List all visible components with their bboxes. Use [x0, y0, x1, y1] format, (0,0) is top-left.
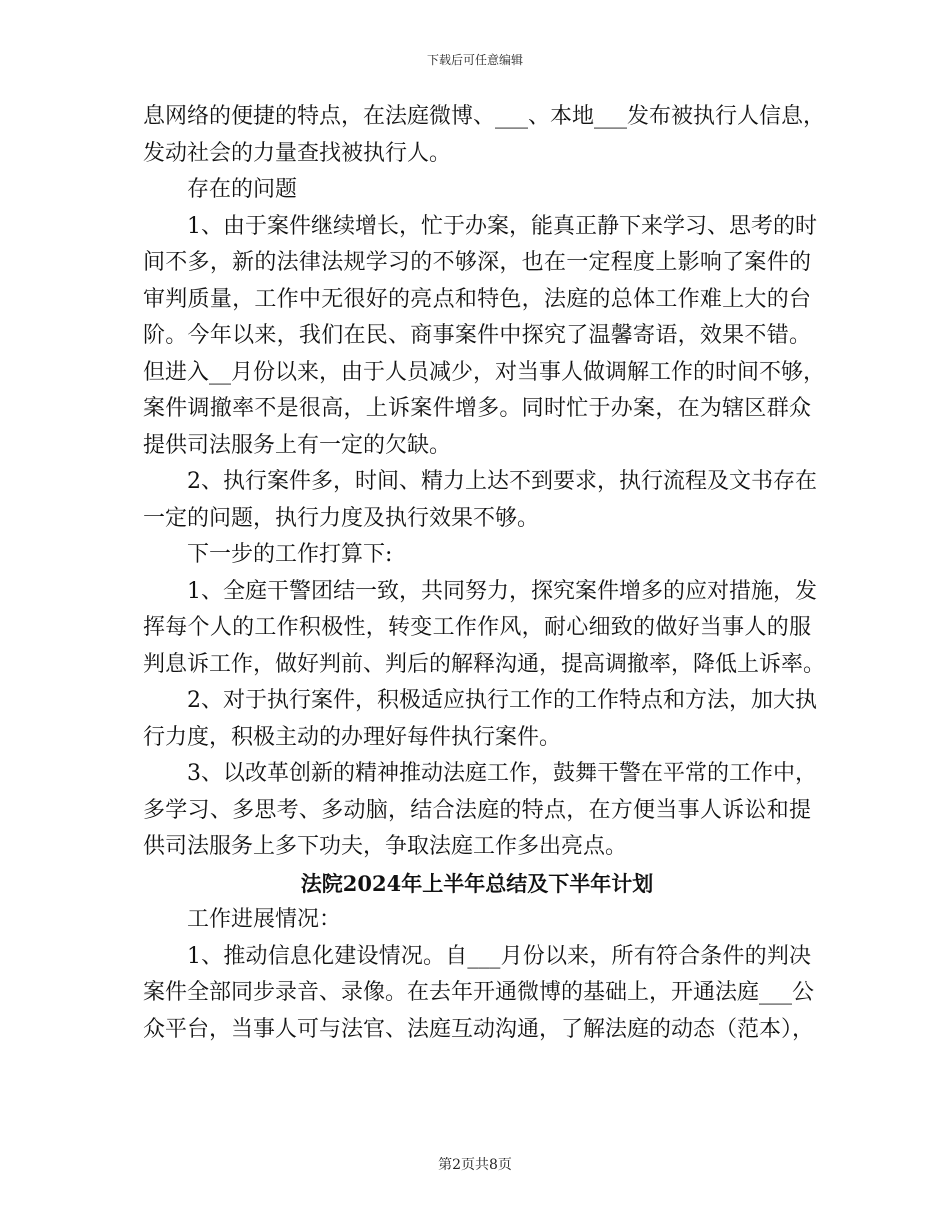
body-line: 案件全部同步录音、录像。在去年开通微博的基础上，开通法庭___公	[143, 980, 815, 1005]
body-line: 但进入__月份以来，由于人员减少，对当事人做调解工作的时间不够，	[143, 359, 826, 385]
body-line: 1、由于案件继续增长，忙于办案，能真正静下来学习、思考的时	[187, 213, 817, 239]
body-line: 3、以改革创新的精神推动法庭工作，鼓舞干警在平常的工作中，	[187, 761, 817, 786]
body-line: 阶。今年以来，我们在民、商事案件中探究了温馨寄语，效果不错。	[143, 323, 811, 348]
body-line: 案件调撤率不是很高，上诉案件增多。同时忙于办案，在为辖区群众	[143, 396, 811, 421]
body-line: 挥每个人的工作积极性，转变工作作风，耐心细致的做好当事人的服	[143, 615, 811, 640]
body-line: 供司法服务上多下功夫，争取法庭工作多出亮点。	[143, 834, 628, 859]
body-line: 一定的问题，执行力度及执行效果不够。	[143, 505, 540, 531]
body-line: 多学习、多思考、多动脑，结合法庭的特点，在方便当事人诉讼和提	[143, 797, 811, 823]
section-label-next-steps: 下一步的工作打算下:	[187, 542, 393, 567]
body-line: 2、执行案件多，时间、精力上达不到要求，执行流程及文书存在	[187, 469, 817, 494]
body-line: 审判质量，工作中无很好的亮点和特色，法庭的总体工作难上大的台	[143, 286, 811, 312]
body-line: 判息诉工作，做好判前、判后的解释沟通，提高调撤率，降低上诉率。	[143, 651, 826, 677]
document-body	[143, 99, 826, 1048]
body-line: 2、对于执行案件，积极适应执行工作的工作特点和方法，加大执	[187, 688, 817, 713]
section-label-problems: 存在的问题	[187, 177, 298, 202]
body-line: 息网络的便捷的特点，在法庭微博、___、本地___发布被执行人信息，	[143, 104, 826, 129]
page-number: 第2页共8页	[438, 1157, 512, 1173]
section-label-progress: 工作进展情况：	[187, 907, 342, 932]
body-line: 众平台，当事人可与法官、法庭互动沟通，了解法庭的动态（范本），	[143, 1016, 815, 1042]
body-line: 提供司法服务上有一定的欠缺。	[143, 432, 452, 458]
body-line: 1、推动信息化建设情况。自___月份以来，所有符合条件的判决	[187, 943, 811, 969]
page-header: 下载后可任意编辑	[426, 53, 523, 67]
document-title: 法院2024年上半年总结及下半年计划	[300, 870, 654, 896]
body-line: 间不多，新的法律法规学习的不够深，也在一定程度上影响了案件的	[143, 250, 811, 275]
body-line: 发动社会的力量查找被执行人。	[143, 140, 452, 166]
body-line: 行力度，积极主动的办理好每件执行案件。	[143, 724, 562, 750]
body-line: 1、全庭干警团结一致，共同努力，探究案件增多的应对措施，发	[187, 578, 817, 604]
